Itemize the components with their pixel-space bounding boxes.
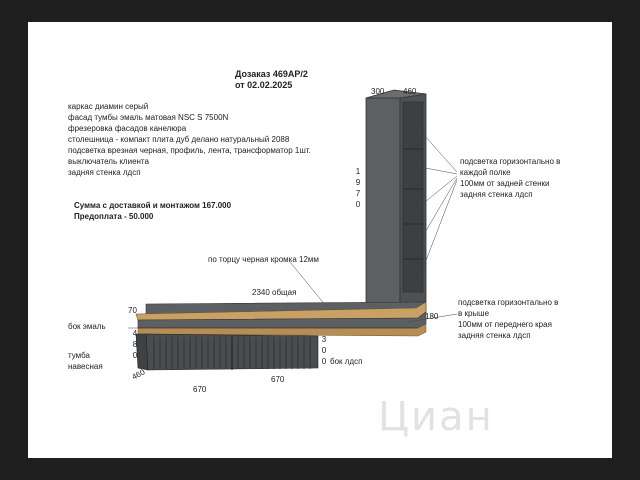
spec-line: каркас диамин серый xyxy=(68,102,149,111)
hanging-unit-label: тумба xyxy=(68,351,90,360)
prepayment: Предоплата - 50.000 xyxy=(74,212,154,221)
side-enamel-label: бок эмаль xyxy=(68,322,106,331)
spec-line: выключатель клиента xyxy=(68,157,149,166)
dim-460-top: 460 xyxy=(403,87,417,96)
spec-line: фрезеровка фасадов канелюра xyxy=(68,124,187,133)
dim-670-left: 670 xyxy=(193,385,207,394)
dim-300-vertical: 3 0 0 xyxy=(321,335,327,366)
spec-line: столешница - компакт плита дуб делано натуральный 2088 xyxy=(68,135,290,144)
roof-light-note: 100мм от переднего края xyxy=(458,320,552,329)
dim-670-right: 670 xyxy=(271,375,285,384)
watermark-logo: Циан xyxy=(378,394,494,440)
dim-480: 4 8 0 xyxy=(132,329,138,360)
spec-line: подсветка врезная черная, профиль, лента, трансформатор 1шт. xyxy=(68,146,311,155)
shelf-light-note: каждой полке xyxy=(460,168,511,177)
dim-1970: 1 9 7 0 xyxy=(355,167,361,209)
side-ldsp-label: бок лдсп xyxy=(330,357,363,366)
dim-180: 180 xyxy=(425,312,439,321)
edge-note: по торцу черная кромка 12мм xyxy=(208,255,319,264)
dim-460-depth: 460 xyxy=(130,367,147,382)
order-date: от 02.02.2025 xyxy=(235,80,293,90)
drawing-sheet xyxy=(28,22,612,458)
order-title: Дозаказ 469АР/2 xyxy=(235,69,308,79)
total-price: Сумма с доставкой и монтажом 167.000 xyxy=(74,201,232,210)
shelf-light-note: подсветка горизонтально в xyxy=(460,157,561,166)
dim-300: 300 xyxy=(371,87,385,96)
dim-2340: 2340 общая xyxy=(252,288,297,297)
spec-line: фасад тумбы эмаль матовая NSC S 7500N xyxy=(68,113,229,122)
shelf-light-note: 100мм от задней стенки xyxy=(460,179,550,188)
roof-light-note: подсветка горизонтально в xyxy=(458,298,559,307)
hanging-unit-label: навесная xyxy=(68,362,103,371)
dim-70: 70 xyxy=(128,306,137,315)
spec-line: задняя стенка лдсп xyxy=(68,168,141,177)
furniture-drawing xyxy=(28,22,612,458)
shelf-light-note: задняя стенка лдсп xyxy=(460,190,533,199)
roof-light-note: задняя стенка лдсп xyxy=(458,331,531,340)
tall-cabinet-side xyxy=(366,98,400,304)
roof-light-note: в крыше xyxy=(458,309,490,318)
